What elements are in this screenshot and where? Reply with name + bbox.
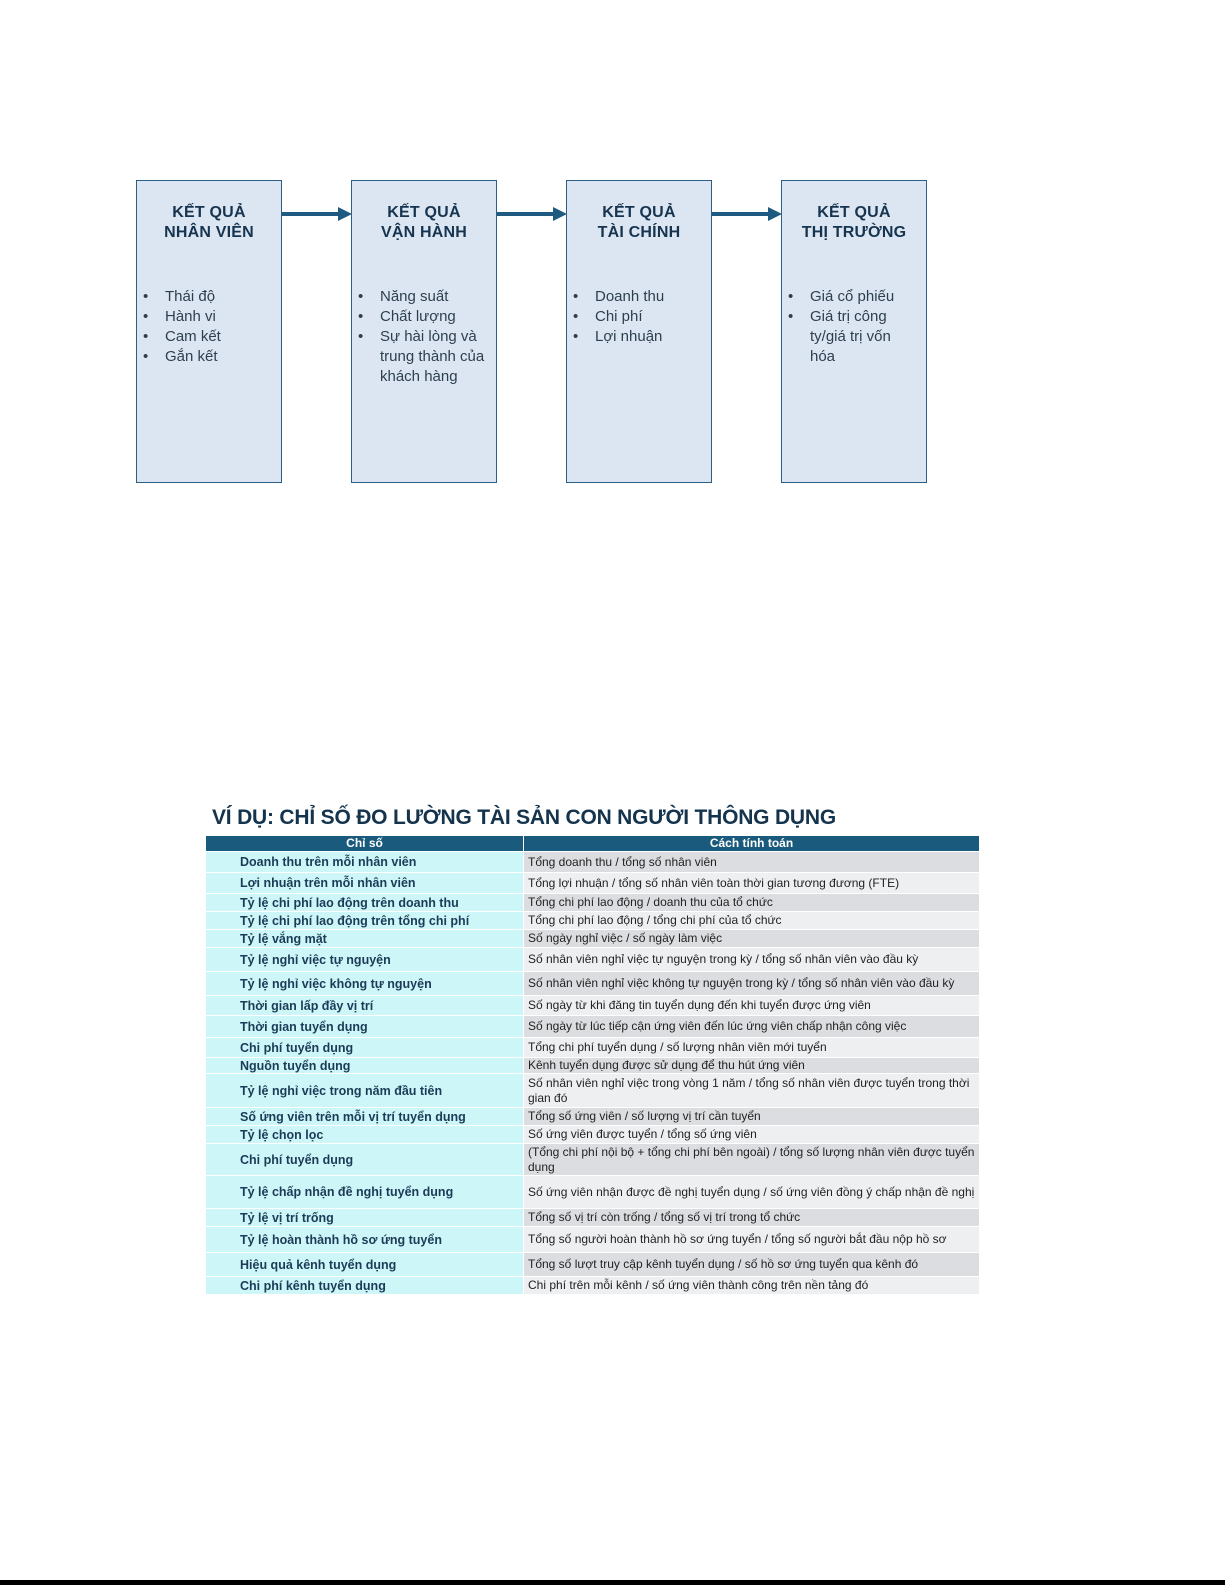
metric-name: Tỷ lệ nghỉ việc trong năm đầu tiên: [206, 1074, 523, 1107]
metric-formula: Tổng số lượt truy cập kênh tuyển dụng / số hồ sơ ứng tuyển qua kênh đó: [523, 1253, 979, 1276]
metric-formula: Tổng lợi nhuận / tổng số nhân viên toàn thời gian tương đương (FTE): [523, 873, 979, 893]
page-bottom-border: [0, 1580, 1225, 1585]
metric-name: Lợi nhuận trên mỗi nhân viên: [206, 873, 523, 893]
metric-name: Tỷ lệ nghỉ việc tự nguyện: [206, 948, 523, 971]
metric-name: Hiệu quả kênh tuyển dụng: [206, 1253, 523, 1276]
box-operational-results: [351, 180, 497, 483]
box-item: • Chất lượng: [380, 307, 490, 327]
metric-name: Chi phí tuyển dụng: [206, 1038, 523, 1057]
human-capital-metrics-table: [206, 836, 979, 1295]
metric-formula: Số ngày nghỉ việc / số ngày làm việc: [523, 930, 979, 947]
metric-name: Doanh thu trên mỗi nhân viên: [206, 852, 523, 872]
metric-name: Tỷ lệ hoàn thành hồ sơ ứng tuyển: [206, 1227, 523, 1252]
metric-name: Tỷ lệ chi phí lao động trên doanh thu: [206, 894, 523, 911]
table-row: [206, 893, 979, 911]
box-item-list: [567, 287, 711, 347]
table-row: [206, 1107, 979, 1125]
metric-formula: Số nhân viên nghỉ việc tự nguyện trong kỳ / tổng số nhân viên vào đầu kỳ: [523, 948, 979, 971]
box-market-results: [781, 180, 927, 483]
box-title: KẾT QUẢ NHÂN VIÊN: [164, 204, 254, 241]
table-row: [206, 971, 979, 995]
table-row: [206, 1057, 979, 1073]
metric-name: Số ứng viên trên mỗi vị trí tuyển dụng: [206, 1108, 523, 1125]
results-flow-diagram: [0, 0, 1225, 520]
metric-formula: Tổng chi phí tuyển dụng / số lượng nhân viên mới tuyển: [523, 1038, 979, 1057]
table-row: [206, 1252, 979, 1276]
metric-formula: Tổng số ứng viên / số lượng vị trí cần tuyển: [523, 1108, 979, 1125]
box-item: • Giá cổ phiếu: [810, 287, 920, 307]
table-row: [206, 851, 979, 872]
metric-formula: Tổng số người hoàn thành hồ sơ ứng tuyển / tổng số người bắt đầu nộp hồ sơ: [523, 1227, 979, 1252]
metric-name: Chi phí kênh tuyển dụng: [206, 1277, 523, 1294]
box-item: • Gắn kết: [165, 347, 275, 367]
box-item-list: [782, 287, 926, 367]
box-item: • Thái độ: [165, 287, 275, 307]
metric-formula: Tổng doanh thu / tổng số nhân viên: [523, 852, 979, 872]
metric-name: Chi phí tuyển dụng: [206, 1144, 523, 1175]
box-title: KẾT QUẢ TÀI CHÍNH: [597, 204, 681, 241]
table-row: [206, 1276, 979, 1294]
metric-formula: Tổng chi phí lao động / tổng chi phí của tổ chức: [523, 912, 979, 929]
metric-formula: Số ngày từ lúc tiếp cận ứng viên đến lúc ứng viên chấp nhận công việc: [523, 1016, 979, 1037]
table-row: [206, 911, 979, 929]
header-metric: Chỉ số: [346, 836, 383, 850]
box-title: KẾT QUẢ THỊ TRƯỜNG: [801, 204, 907, 241]
arrow-right-icon: [282, 207, 352, 221]
metric-formula: Tổng chi phí lao động / doanh thu của tổ chức: [523, 894, 979, 911]
metric-name: Thời gian lấp đầy vị trí: [206, 996, 523, 1015]
arrow-right-icon: [497, 207, 567, 221]
table-row: [206, 1125, 979, 1143]
box-item: • Sự hài lòng và trung thành của khách hàng: [380, 327, 490, 387]
box-item: • Hành vi: [165, 307, 275, 327]
metric-formula: (Tổng chi phí nội bộ + tổng chi phí bên ngoài) / tổng số lượng nhân viên được tuyển dụng: [523, 1144, 979, 1175]
table-row: [206, 995, 979, 1015]
metric-name: Tỷ lệ chấp nhận đề nghị tuyển dụng: [206, 1176, 523, 1208]
box-item: • Cam kết: [165, 327, 275, 347]
metric-name: Tỷ lệ vắng mặt: [206, 930, 523, 947]
table-row: [206, 1226, 979, 1252]
metric-formula: Số ứng viên nhận được đề nghị tuyển dụng / số ứng viên đồng ý chấp nhận đề nghị: [523, 1176, 979, 1208]
box-item-list: [137, 287, 281, 367]
metric-formula: Số nhân viên nghỉ việc trong vòng 1 năm / tổng số nhân viên được tuyển trong thời gian đó: [523, 1074, 979, 1107]
box-item: • Doanh thu: [595, 287, 705, 307]
box-item: • Lợi nhuận: [595, 327, 705, 347]
metric-formula: Số nhân viên nghỉ việc không tự nguyện trong kỳ / tổng số nhân viên vào đầu kỳ: [523, 972, 979, 995]
header-calculation: Cách tính toán: [523, 836, 979, 851]
table-row: [206, 1208, 979, 1226]
metric-name: Nguồn tuyển dụng: [206, 1058, 523, 1073]
metric-formula: Số ứng viên được tuyển / tổng số ứng viên: [523, 1126, 979, 1143]
table-header: [206, 836, 979, 851]
metric-formula: Chi phí trên mỗi kênh / số ứng viên thành công trên nền tảng đó: [523, 1277, 979, 1294]
box-title: KẾT QUẢ VẬN HÀNH: [380, 204, 468, 241]
metric-name: Tỷ lệ vị trí trống: [206, 1209, 523, 1226]
metric-name: Tỷ lệ nghỉ việc không tự nguyện: [206, 972, 523, 995]
table-row: [206, 929, 979, 947]
table-row: [206, 1037, 979, 1057]
metric-name: Tỷ lệ chi phí lao động trên tổng chi phí: [206, 912, 523, 929]
box-financial-results: [566, 180, 712, 483]
box-item: • Giá trị công ty/giá trị vốn hóa: [810, 307, 920, 367]
metric-name: Thời gian tuyển dụng: [206, 1016, 523, 1037]
box-item: • Năng suất: [380, 287, 490, 307]
box-item: • Chi phí: [595, 307, 705, 327]
table-row: [206, 947, 979, 971]
table-row: [206, 1015, 979, 1037]
metric-formula: Số ngày từ khi đăng tin tuyển dụng đến khi tuyển được ứng viên: [523, 996, 979, 1015]
table-row: [206, 1175, 979, 1208]
table-row: [206, 1073, 979, 1107]
box-item-list: [352, 287, 496, 387]
box-employee-results: [136, 180, 282, 483]
metric-formula: Tổng số vị trí còn trống / tổng số vị trí trong tổ chức: [523, 1209, 979, 1226]
table-row: [206, 1143, 979, 1175]
table-title: VÍ DỤ: CHỈ SỐ ĐO LƯỜNG TÀI SẢN CON NGƯỜI THÔNG DỤNG: [212, 806, 836, 829]
table-body: [206, 851, 979, 1295]
arrow-right-icon: [712, 207, 782, 221]
metric-name: Tỷ lệ chọn lọc: [206, 1126, 523, 1143]
table-row: [206, 872, 979, 893]
metric-formula: Kênh tuyển dụng được sử dụng để thu hút ứng viên: [523, 1058, 979, 1073]
